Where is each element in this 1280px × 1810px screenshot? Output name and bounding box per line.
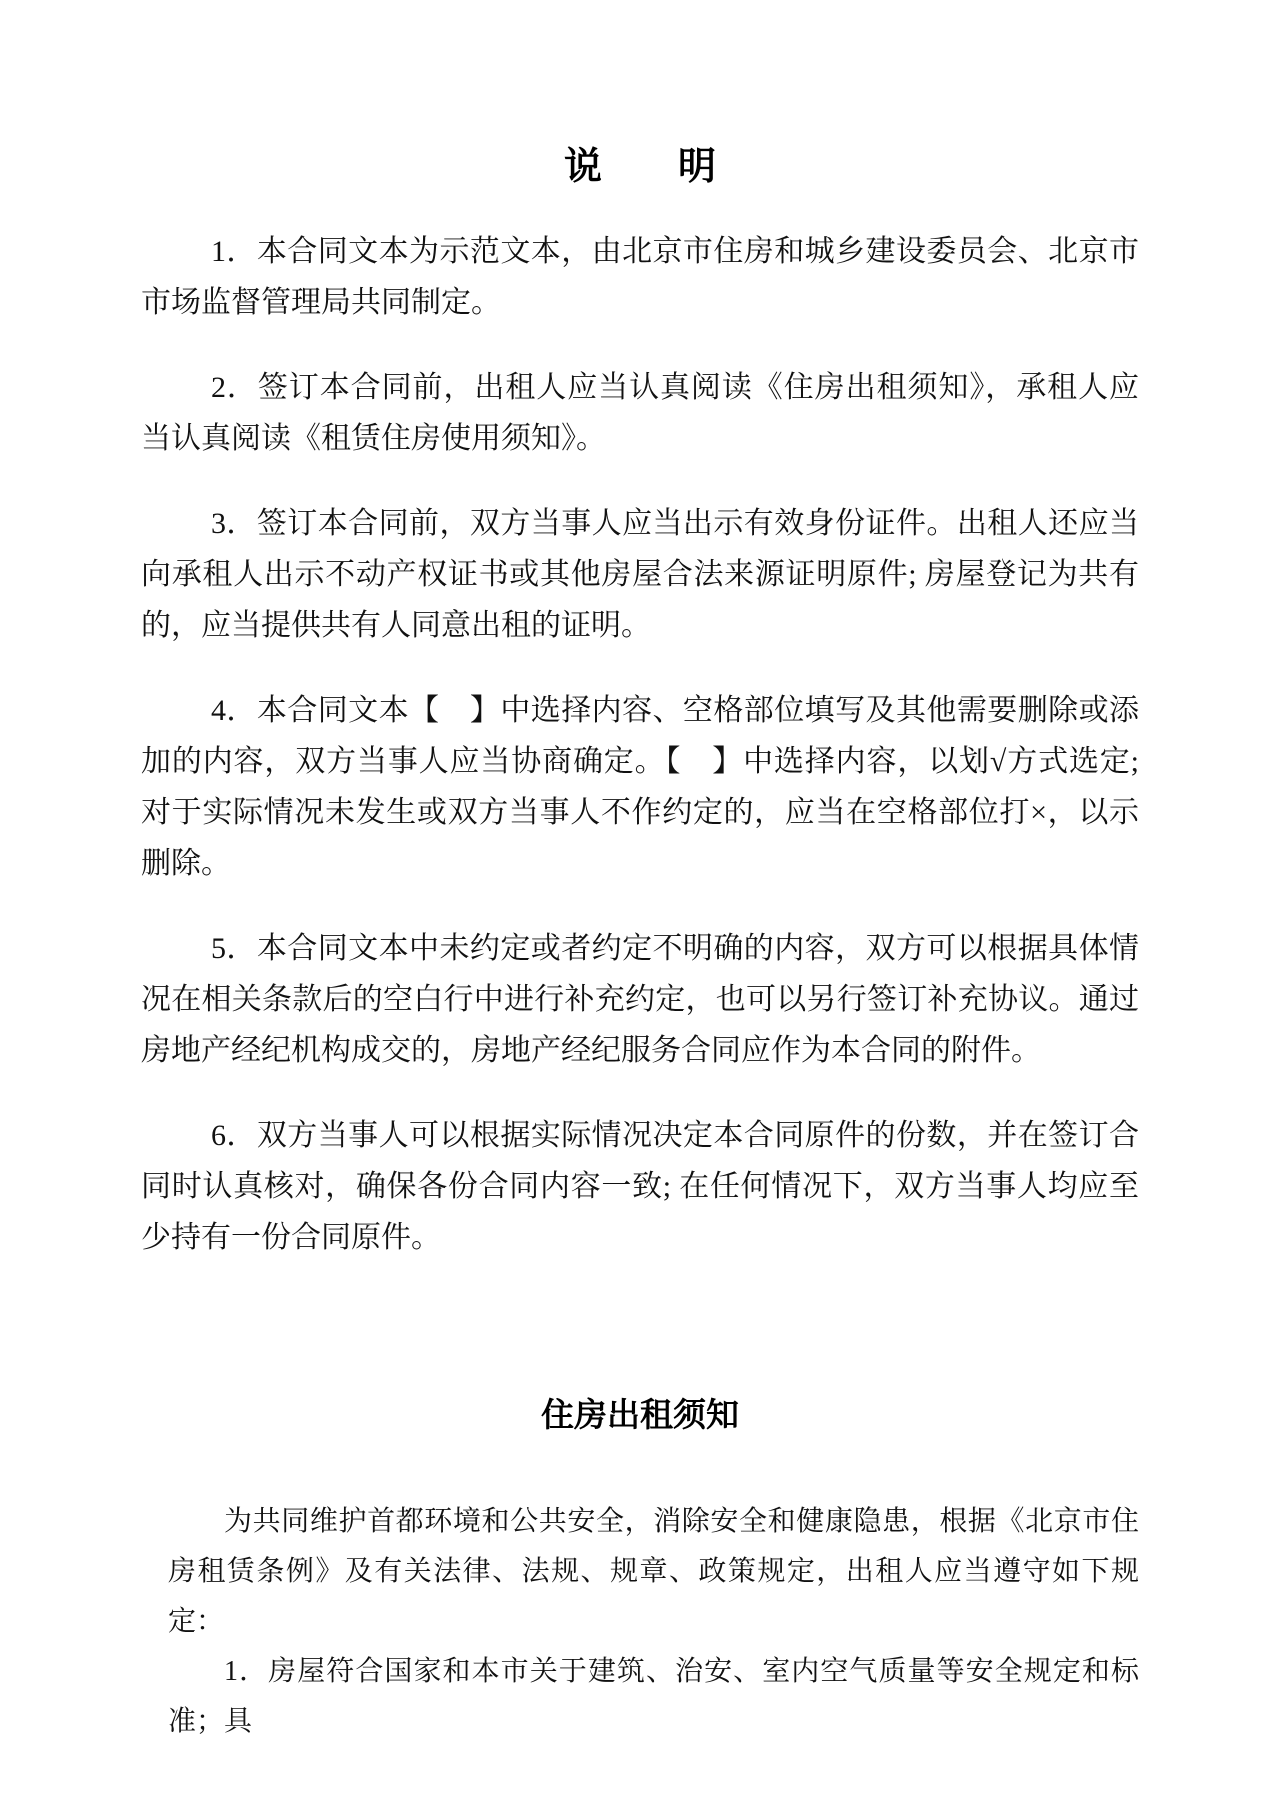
notes-section bbox=[141, 226, 1139, 1263]
notice-intro-paragraph: 为共同维护首都环境和公共安全，消除安全和健康隐患，根据《北京市住房租赁条例》及有关法律、法规、规章、政策规定，出租人应当遵守如下规定： bbox=[168, 1506, 1139, 1637]
note-paragraph-5: 5．本合同文本中未约定或者约定不明确的内容，双方可以根据具体情况在相关条款后的空白行中进行补充约定，也可以另行签订补充协议。通过房地产经纪机构成交的，房地产经纪服务合同应作为本合同的附件。 bbox=[141, 932, 1139, 1067]
page-title: 说 明 bbox=[563, 146, 716, 188]
note-paragraph-4: 4．本合同文本【 】中选择内容、空格部位填写及其他需要删除或添加的内容，双方当事人应当协商确定。【 】中选择内容，以划√方式选定; 对于实际情况未发生或双方当事人不作约定的，应当在空格部位打×，以示删除。 bbox=[141, 694, 1139, 880]
note-paragraph-2: 2．签订本合同前，出租人应当认真阅读《住房出租须知》，承租人应当认真阅读《租赁住房使用须知》。 bbox=[141, 371, 1139, 455]
note-paragraph-3: 3．签订本合同前，双方当事人应当出示有效身份证件。出租人还应当向承租人出示不动产权证书或其他房屋合法来源证明原件; 房屋登记为共有的，应当提供共有人同意出租的证明。 bbox=[141, 507, 1139, 642]
note-paragraph-6: 6．双方当事人可以根据实际情况决定本合同原件的份数，并在签订合同时认真核对，确保各份合同内容一致; 在任何情况下，双方当事人均应至少持有一份合同原件。 bbox=[141, 1119, 1139, 1254]
notice-section-title: 住房出租须知 bbox=[541, 1396, 739, 1433]
notice-section bbox=[168, 1497, 1139, 1747]
notice-item-1: 1．房屋符合国家和本市关于建筑、治安、室内空气质量等安全规定和标准；具 bbox=[168, 1656, 1139, 1737]
note-paragraph-1: 1．本合同文本为示范文本，由北京市住房和城乡建设委员会、北京市市场监督管理局共同制定。 bbox=[141, 235, 1139, 319]
